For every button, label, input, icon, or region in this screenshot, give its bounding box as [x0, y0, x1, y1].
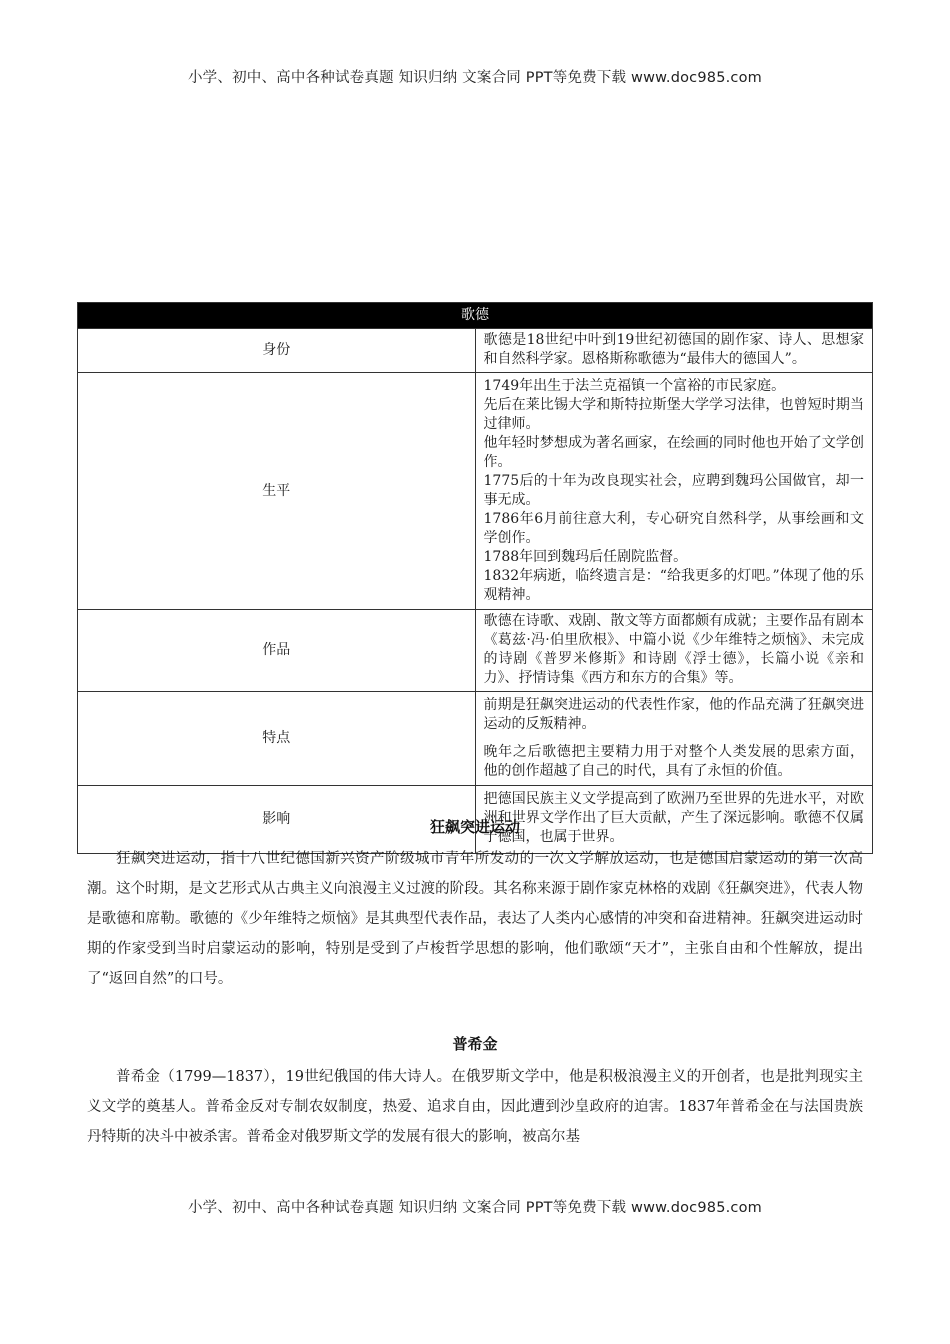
influence-text: 把德国民族主义文学提高到了欧洲乃至世界的先进水平，对欧洲和世界文学作出了巨大贡献，产生了深远影响。歌德不仅属于德国，也属于世界。	[475, 786, 873, 854]
section-body-sturm-und-drang: 狂飙突进运动，指十八世纪德国新兴资产阶级城市青年所发动的一次文学解放运动，也是德国启蒙运动的第一次高潮。这个时期，是文艺形式从古典主义向浪漫主义过渡的阶段。其名称来源于剧作家克林格的戏剧《狂飙突进》，代表人物是歌德和席勒。歌德的《少年维特之烦恼》是其典型代表作品，表达了人类内心感情的冲突和奋进精神。狂飙突进运动时期的作家受到当时启蒙运动的影响，特别是受到了卢梭哲学思想的影响，他们歌颂“天才”，主张自由和个性解放，提出了“返回自然”的口号。	[87, 851, 863, 987]
section-body-pushkin: 普希金（1799—1837），19世纪俄国的伟大诗人。在俄罗斯文学中，他是积极浪漫主义的开创者，也是批判现实主义文学的奠基人。普希金反对专制农奴制度，热爱、追求自由，因此遭到沙皇政府的迫害。1837年普希金在与法国贵族丹特斯的决斗中被杀害。普希金对俄罗斯文学的发展有很大的影响，被高尔基	[87, 1069, 863, 1145]
section-title-sturm-und-drang: 狂飙突进运动	[429, 818, 520, 836]
features-list	[475, 692, 873, 786]
table-row	[78, 692, 873, 786]
row-label-works: 作品	[78, 610, 476, 692]
table-row	[78, 610, 873, 692]
section-title-pushkin: 普希金	[452, 1035, 498, 1053]
identity-text: 歌德是18世纪中叶到19世纪初德国的剧作家、诗人、思想家和自然科学家。恩格斯称歌德为“最伟大的德国人”。	[475, 329, 873, 373]
goethe-table	[77, 302, 873, 854]
life-item: 他年轻时梦想成为著名画家，在绘画的同时他也开始了文学创作。	[483, 435, 864, 470]
life-item: 先后在莱比锡大学和斯特拉斯堡大学学习法律，也曾短时期当过律师。	[483, 397, 864, 432]
life-item: 1749年出生于法兰克福镇一个富裕的市民家庭。	[483, 378, 786, 394]
table-header-row	[78, 303, 873, 329]
footer-banner: 小学、初中、高中各种试卷真题 知识归纳 文案合同 PPT等免费下载 www.doc985.com	[187, 1200, 763, 1216]
table-row	[78, 373, 873, 610]
header-banner: 小学、初中、高中各种试卷真题 知识归纳 文案合同 PPT等免费下载 www.doc985.com	[187, 70, 763, 86]
row-label-influence: 影响	[78, 786, 476, 854]
row-label-features: 特点	[78, 692, 476, 786]
row-label-life: 生平	[78, 373, 476, 610]
table-row	[78, 329, 873, 373]
row-label-identity: 身份	[78, 329, 476, 373]
life-item: 1832年病逝，临终遗言是：“给我更多的灯吧。”体现了他的乐观精神。	[483, 568, 864, 603]
feature-item: 晚年之后歌德把主要精力用于对整个人类发展的思索方面， 他的创作超越了自己的时代，具有了永恒的价值。	[483, 744, 864, 779]
life-item: 1786年6月前往意大利，专心研究自然科学，从事绘画和文学创作。	[483, 511, 864, 546]
life-list	[475, 373, 873, 610]
life-item: 1775后的十年为改良现实社会，应聘到魏玛公国做官，却一事无成。	[483, 473, 864, 508]
feature-item: 前期是狂飙突进运动的代表性作家，他的作品充满了狂飙突进运动的反叛精神。	[483, 697, 864, 732]
works-text: 歌德在诗歌、戏剧、散文等方面都颇有成就；主要作品有剧本《葛兹·冯·伯里欣根》、中篇小说《少年维特之烦恼》、未完成的诗剧《普罗米修斯》和诗剧《浮士德》，长篇小说《亲和力》、抒情诗集《西方和东方的合集》等。	[475, 610, 873, 692]
life-item: 1788年回到魏玛后任剧院监督。	[483, 549, 688, 565]
table-title: 歌德	[78, 303, 873, 329]
